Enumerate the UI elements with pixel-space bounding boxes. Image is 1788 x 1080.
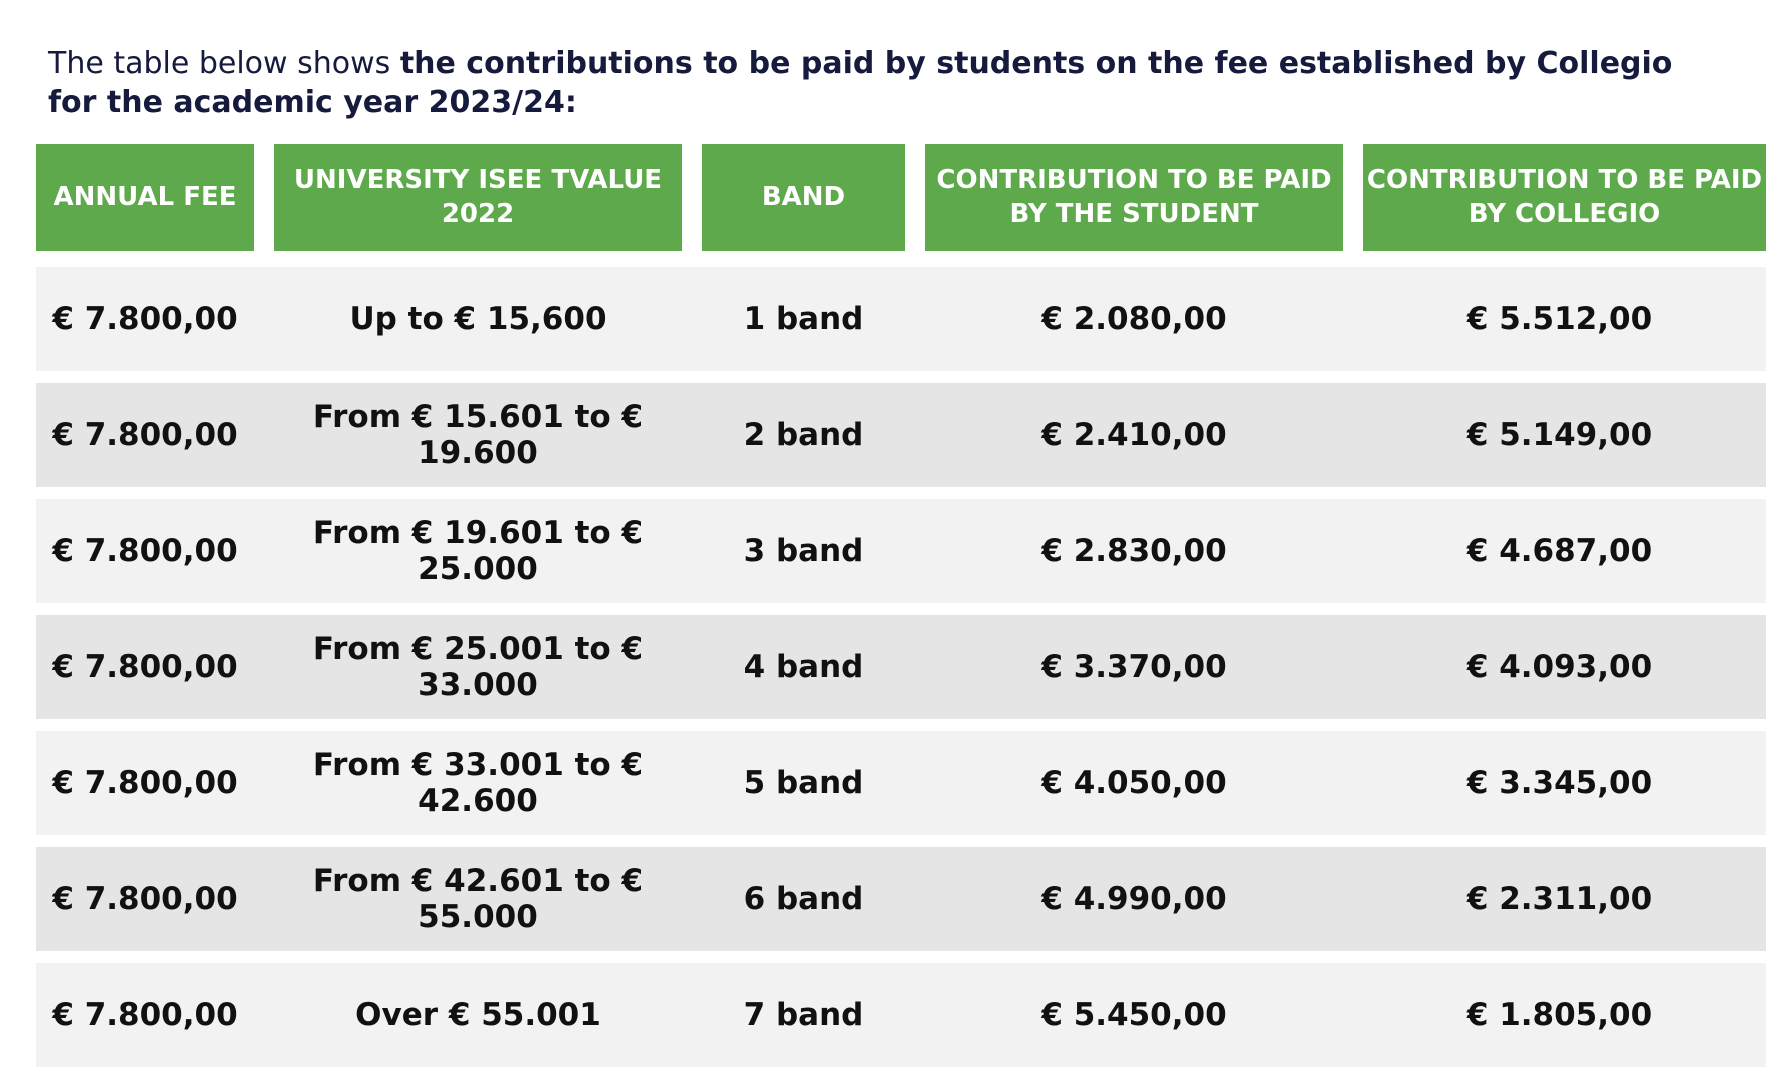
cell-band: 6 band <box>692 847 915 951</box>
cell-isee-range: From € 33.001 to € 42.600 <box>264 731 692 835</box>
table-row <box>36 615 1766 719</box>
cell-collegio-contribution: € 5.512,00 <box>1353 267 1766 371</box>
table-row <box>36 267 1766 371</box>
header-university-isee-label: UNIVERSITY ISEE TVALUE 2022 <box>274 144 682 251</box>
cell-collegio-contribution: € 2.311,00 <box>1353 847 1766 951</box>
header-annual-fee-label: ANNUAL FEE <box>36 144 254 251</box>
cell-band: 2 band <box>692 383 915 487</box>
cell-isee-range: From € 42.601 to € 55.000 <box>264 847 692 951</box>
cell-student-contribution: € 4.990,00 <box>915 847 1353 951</box>
cell-annual-fee: € 7.800,00 <box>36 499 264 603</box>
table-row <box>36 731 1766 835</box>
cell-annual-fee: € 7.800,00 <box>36 267 264 371</box>
cell-collegio-contribution: € 5.149,00 <box>1353 383 1766 487</box>
header-university-isee <box>264 143 692 251</box>
header-collegio-contribution-label: CONTRIBUTION TO BE PAID BY COLLEGIO <box>1363 144 1766 251</box>
cell-collegio-contribution: € 1.805,00 <box>1353 963 1766 1067</box>
cell-annual-fee: € 7.800,00 <box>36 383 264 487</box>
header-collegio-contribution <box>1353 143 1766 251</box>
contribution-table <box>36 143 1766 1067</box>
cell-isee-range: Up to € 15,600 <box>264 267 692 371</box>
cell-student-contribution: € 3.370,00 <box>915 615 1353 719</box>
cell-collegio-contribution: € 4.093,00 <box>1353 615 1766 719</box>
cell-student-contribution: € 5.450,00 <box>915 963 1353 1067</box>
cell-isee-range: From € 15.601 to € 19.600 <box>264 383 692 487</box>
cell-student-contribution: € 2.410,00 <box>915 383 1353 487</box>
table-header-row <box>36 143 1766 251</box>
header-annual-fee <box>36 143 264 251</box>
cell-annual-fee: € 7.800,00 <box>36 847 264 951</box>
cell-collegio-contribution: € 3.345,00 <box>1353 731 1766 835</box>
header-student-contribution-label: CONTRIBUTION TO BE PAID BY THE STUDENT <box>925 144 1343 251</box>
cell-annual-fee: € 7.800,00 <box>36 615 264 719</box>
cell-collegio-contribution: € 4.687,00 <box>1353 499 1766 603</box>
cell-student-contribution: € 2.080,00 <box>915 267 1353 371</box>
cell-student-contribution: € 4.050,00 <box>915 731 1353 835</box>
table-row <box>36 383 1766 487</box>
table-row <box>36 847 1766 951</box>
table-row <box>36 499 1766 603</box>
intro-text: The table below shows <box>48 46 400 81</box>
header-band-label: BAND <box>702 144 905 251</box>
header-student-contribution <box>915 143 1353 251</box>
cell-band: 5 band <box>692 731 915 835</box>
cell-annual-fee: € 7.800,00 <box>36 963 264 1067</box>
cell-isee-range: Over € 55.001 <box>264 963 692 1067</box>
cell-student-contribution: € 2.830,00 <box>915 499 1353 603</box>
intro-paragraph <box>48 44 1688 122</box>
cell-isee-range: From € 19.601 to € 25.000 <box>264 499 692 603</box>
cell-band: 7 band <box>692 963 915 1067</box>
cell-annual-fee: € 7.800,00 <box>36 731 264 835</box>
cell-band: 3 band <box>692 499 915 603</box>
cell-band: 1 band <box>692 267 915 371</box>
cell-isee-range: From € 25.001 to € 33.000 <box>264 615 692 719</box>
header-band <box>692 143 915 251</box>
cell-band: 4 band <box>692 615 915 719</box>
table-row <box>36 963 1766 1067</box>
intro-emphasis: the contributions to be paid by students on the fee established by Collegio for the academic year 2023/24: <box>48 46 1673 120</box>
